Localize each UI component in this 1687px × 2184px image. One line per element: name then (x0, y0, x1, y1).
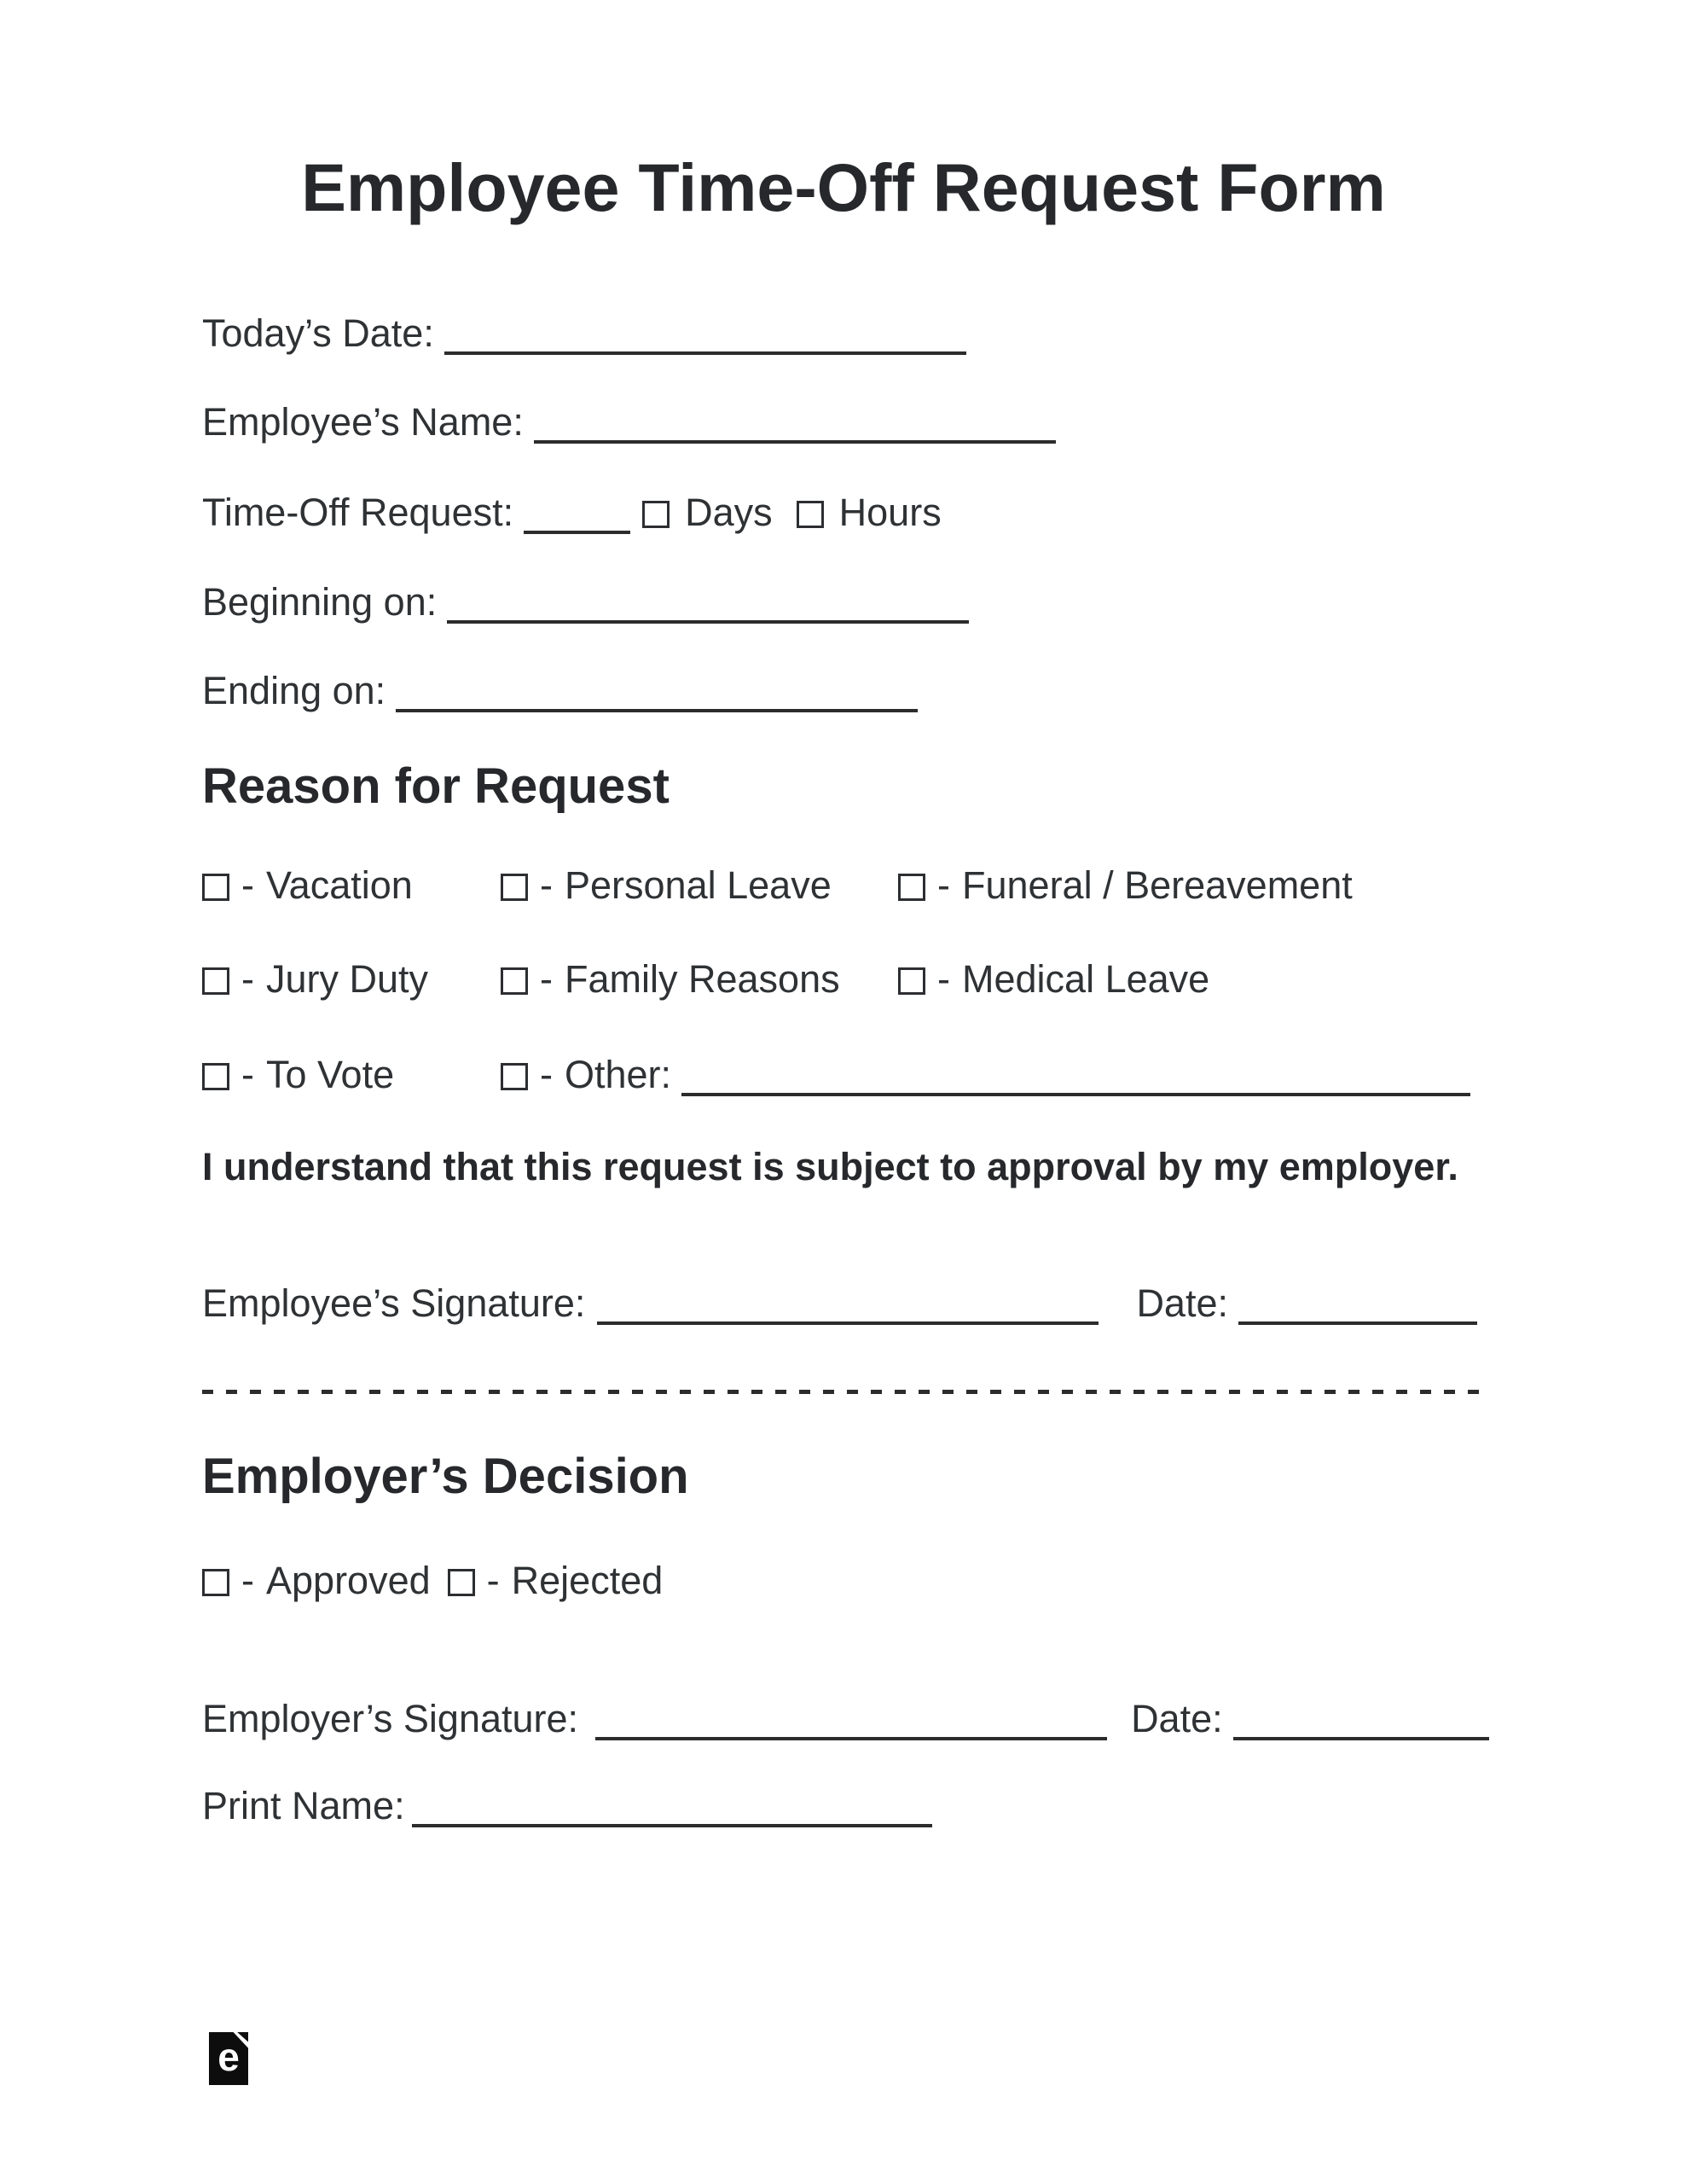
ending-on-row (202, 668, 1485, 714)
reason-option-medical-leave (898, 956, 1485, 1002)
employer-signature-row (202, 1696, 1485, 1742)
todays-date-field[interactable] (444, 346, 966, 355)
employee-signature-field[interactable] (597, 1316, 1099, 1325)
personal-leave-checkbox[interactable] (501, 874, 528, 901)
vacation-label: Vacation (266, 863, 413, 907)
employee-date-label: Date: (1136, 1281, 1228, 1325)
print-name-row (202, 1783, 1485, 1829)
reason-option-family-reasons (501, 956, 898, 1002)
dash-separator: - (241, 863, 254, 907)
rejected-checkbox[interactable] (448, 1569, 475, 1596)
dash-separator: - (540, 1053, 553, 1096)
approval-statement: I understand that this request is subject to approval by my employer. (202, 1145, 1458, 1188)
reason-option-personal-leave (501, 863, 898, 909)
ending-on-field[interactable] (396, 704, 918, 712)
reason-row-3 (202, 1052, 1485, 1098)
dash-separator: - (241, 1559, 254, 1602)
dash-separator: - (540, 957, 553, 1001)
vacation-checkbox[interactable] (202, 874, 229, 901)
employer-signature-label: Employer’s Signature: (202, 1697, 579, 1740)
funeral-bereavement-checkbox[interactable] (898, 874, 925, 901)
todays-date-row (202, 311, 1485, 357)
employees-name-field[interactable] (534, 435, 1056, 444)
reason-row-1 (202, 863, 1485, 909)
family-reasons-checkbox[interactable] (501, 967, 528, 995)
logo-letter: e (217, 2035, 240, 2079)
funeral-bereavement-label: Funeral / Bereavement (962, 863, 1353, 907)
decision-row (202, 1558, 1485, 1604)
employers-decision-heading: Employer’s Decision (202, 1449, 689, 1504)
todays-date-label: Today’s Date: (202, 311, 434, 355)
personal-leave-label: Personal Leave (565, 863, 832, 907)
beginning-on-row (202, 579, 1485, 625)
other-checkbox[interactable] (501, 1063, 528, 1090)
reason-option-vacation (202, 863, 501, 909)
other-label: Other: (565, 1053, 672, 1096)
hours-label: Hours (838, 491, 942, 534)
eforms-logo (209, 2032, 248, 2085)
employees-name-label: Employee’s Name: (202, 400, 524, 444)
reason-option-to-vote (202, 1052, 501, 1098)
medical-leave-checkbox[interactable] (898, 967, 925, 995)
employee-signature-date-field[interactable] (1238, 1316, 1477, 1325)
print-name-field[interactable] (412, 1819, 932, 1827)
other-reason-field[interactable] (681, 1088, 1470, 1096)
approved-label: Approved (266, 1559, 431, 1602)
beginning-on-field[interactable] (447, 615, 969, 624)
dash-separator: - (241, 957, 254, 1001)
jury-duty-checkbox[interactable] (202, 967, 229, 995)
reason-option-funeral-bereavement (898, 863, 1485, 909)
employee-signature-row (202, 1281, 1485, 1327)
days-checkbox[interactable] (642, 501, 670, 528)
reason-option-jury-duty (202, 956, 501, 1002)
employee-signature-label: Employee’s Signature: (202, 1281, 586, 1325)
ending-on-label: Ending on: (202, 669, 386, 712)
to-vote-label: To Vote (266, 1053, 395, 1096)
jury-duty-label: Jury Duty (266, 957, 429, 1001)
time-off-amount-field[interactable] (524, 526, 630, 534)
days-label: Days (685, 491, 773, 534)
reason-option-other (501, 1052, 1485, 1098)
approved-checkbox[interactable] (202, 1569, 229, 1596)
time-off-request-row (202, 490, 1485, 536)
dash-separator: - (937, 863, 950, 907)
rejected-label: Rejected (511, 1559, 664, 1602)
hours-checkbox[interactable] (797, 501, 824, 528)
employer-date-label: Date: (1131, 1697, 1223, 1740)
reason-row-2 (202, 956, 1485, 1002)
reason-for-request-heading: Reason for Request (202, 758, 670, 814)
section-divider (202, 1390, 1481, 1394)
dash-separator: - (486, 1559, 500, 1602)
family-reasons-label: Family Reasons (565, 957, 840, 1001)
employer-signature-field[interactable] (595, 1732, 1107, 1740)
medical-leave-label: Medical Leave (962, 957, 1210, 1001)
employer-signature-date-field[interactable] (1233, 1732, 1489, 1740)
dash-separator: - (241, 1053, 254, 1096)
form-title: Employee Time-Off Request Form (301, 149, 1386, 225)
dash-separator: - (937, 957, 950, 1001)
time-off-request-label: Time-Off Request: (202, 491, 514, 534)
print-name-label: Print Name: (202, 1784, 405, 1827)
dash-separator: - (540, 863, 553, 907)
to-vote-checkbox[interactable] (202, 1063, 229, 1090)
beginning-on-label: Beginning on: (202, 580, 438, 624)
employees-name-row (202, 399, 1485, 445)
